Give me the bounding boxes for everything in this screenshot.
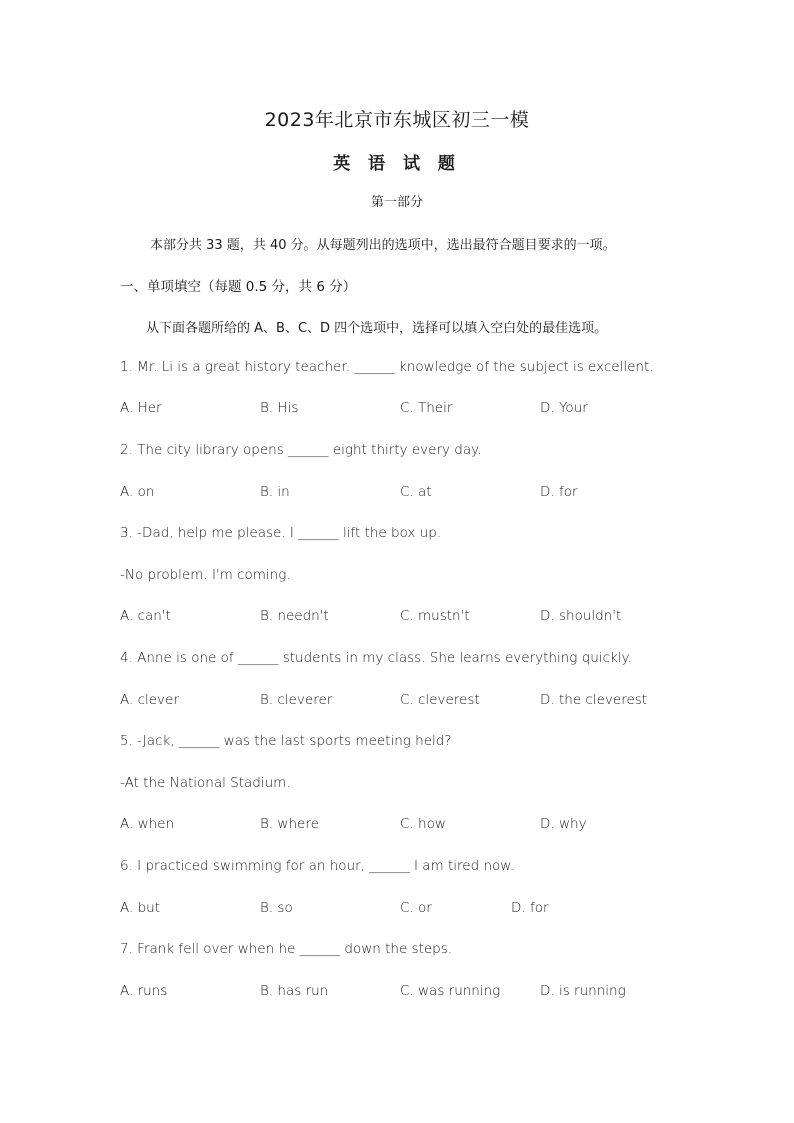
question-7-stem: 7. Frank fell over when he ______ down the steps. [120, 941, 453, 957]
question-3-stem: 3. -Dad, help me please. I ______ lift the box up. [120, 525, 442, 541]
question-7-option-a: A. runs [120, 983, 168, 999]
part-heading: 第一部分 [370, 195, 423, 210]
question-5-option-d: D. why [540, 816, 587, 832]
question-3-option-a: A. can't [120, 608, 171, 624]
section-heading: 一、单项填空（每题 0.5 分，共 6 分） [120, 279, 357, 295]
question-1-option-b: B. His [260, 400, 299, 416]
question-2-option-b: B. in [260, 484, 290, 500]
exam-title: 2023年北京市东城区初三一模 [264, 109, 530, 131]
part-intro: 本部分共 33 题，共 40 分。从每题列出的选项中，选出最符合题目要求的一项。 [150, 238, 616, 253]
question-5-reply: -At the National Stadium. [120, 775, 291, 791]
question-6-option-a: A. but [120, 900, 160, 916]
question-1-option-a: A. Her [120, 400, 162, 416]
question-3-reply: -No problem. I'm coming. [120, 567, 291, 583]
question-2-option-a: A. on [120, 484, 155, 500]
question-3-option-d: D. shouldn't [540, 608, 622, 624]
question-5-option-c: C. how [400, 816, 446, 832]
question-2-option-c: C. at [400, 484, 432, 500]
question-1-option-d: D. Your [540, 400, 588, 416]
question-2-option-d: D. for [540, 484, 578, 500]
question-4-option-c: C. cleverest [400, 692, 480, 708]
question-6-option-b: B. so [260, 900, 293, 916]
question-6-option-d: D. for [511, 900, 549, 916]
exam-subject: 英 语 试 题 [333, 154, 461, 174]
question-3-option-b: B. needn't [260, 608, 329, 624]
question-4-stem: 4. Anne is one of ______ students in my class. She learns everything quickly. [120, 650, 632, 666]
question-1-option-c: C. Their [400, 400, 453, 416]
question-4-option-d: D. the cleverest [540, 692, 648, 708]
question-6-option-c: C. or [400, 900, 432, 916]
question-6-stem: 6. I practiced swimming for an hour, ______ I am tired now. [120, 858, 515, 874]
question-2-stem: 2. The city library opens ______ eight thirty every day. [120, 442, 482, 458]
question-7-option-b: B. has run [260, 983, 329, 999]
question-5-option-b: B. where [260, 816, 319, 832]
question-5-option-a: A. when [120, 816, 175, 832]
question-7-option-c: C. was running [400, 983, 501, 999]
section-instruction: 从下面各题所给的 A、B、C、D 四个选项中，选择可以填入空白处的最佳选项。 [146, 321, 608, 336]
question-4-option-b: B. cleverer [260, 692, 333, 708]
question-1-stem: 1. Mr. Li is a great history teacher. ______ knowledge of the subject is excellent. [120, 359, 654, 375]
question-7-option-d: D. is running [540, 983, 626, 999]
question-4-option-a: A. clever [120, 692, 179, 708]
question-5-stem: 5. -Jack, ______ was the last sports meeting held? [120, 733, 452, 749]
question-3-option-c: C. mustn't [400, 608, 470, 624]
